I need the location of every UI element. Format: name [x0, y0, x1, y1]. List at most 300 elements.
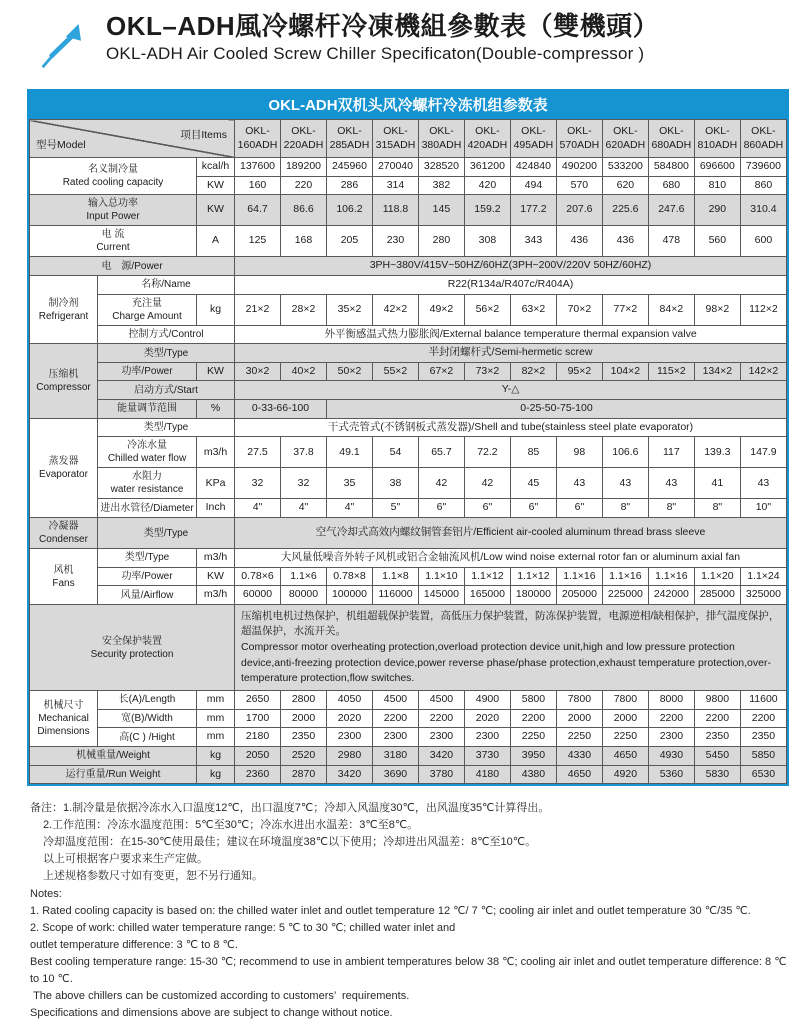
table-row: [30, 709, 787, 728]
spec-cell: 8": [694, 499, 740, 518]
spec-cell: 42×2: [372, 294, 418, 325]
spec-cell: 42: [418, 468, 464, 499]
spec-cell: Y-△: [235, 381, 787, 400]
table-row: [30, 468, 787, 499]
spec-cell: 65.7: [418, 437, 464, 468]
spec-cell: 436: [602, 226, 648, 257]
spec-cell: 1.1×16: [602, 567, 648, 586]
spec-cell: 4": [326, 499, 372, 518]
spec-cell: 8": [648, 499, 694, 518]
spec-cell: 7800: [556, 691, 602, 710]
spec-cell: 118.8: [372, 195, 418, 226]
spec-cell: 180000: [510, 586, 556, 605]
spec-cell: 361200: [464, 158, 510, 177]
spec-cell: 6530: [740, 765, 786, 784]
spec-cell: 2980: [326, 746, 372, 765]
spec-cell: 水阻力 water resistance: [98, 468, 197, 499]
spec-cell: 2250: [602, 728, 648, 747]
spec-cell: 310.4: [740, 195, 786, 226]
spec-table-wrap: [27, 89, 789, 786]
spec-cell: 95×2: [556, 362, 602, 381]
spec-cell: 314: [372, 176, 418, 195]
notes-en-label: Notes:: [30, 887, 62, 900]
spec-cell: 3180: [372, 746, 418, 765]
table-row: [30, 362, 787, 381]
spec-cell: KW: [197, 195, 235, 226]
spec-cell: 27.5: [235, 437, 281, 468]
spec-cell: 115×2: [648, 362, 694, 381]
spec-cell: 功率/Power: [98, 362, 197, 381]
spec-cell: 2650: [235, 691, 281, 710]
spec-cell: 2200: [510, 709, 556, 728]
spec-cell: 风量/Airflow: [98, 586, 197, 605]
spec-cell: 6": [418, 499, 464, 518]
table-row: [30, 381, 787, 400]
spec-cell: OKL- 680ADH: [648, 120, 694, 158]
spec-cell: 2350: [740, 728, 786, 747]
table-row: [30, 120, 787, 158]
spec-cell: 37.8: [281, 437, 327, 468]
note-line-en: The above chillers can be customized according to customers’ requirements.: [30, 989, 410, 1002]
note-line-zh: 冷却温度范围：在15-30℃使用最佳；建议在环境温度38℃以下使用；冷却进出风温差：8℃至10℃。: [43, 836, 537, 849]
spec-cell: OKL- 495ADH: [510, 120, 556, 158]
spec-cell: 11600: [740, 691, 786, 710]
spec-cell: 43: [556, 468, 602, 499]
spec-cell: 5360: [648, 765, 694, 784]
spec-cell: 1.1×12: [510, 567, 556, 586]
spec-cell: 41: [694, 468, 740, 499]
spec-cell: 能量调节范围: [98, 400, 197, 419]
table-row: [30, 275, 787, 294]
spec-cell: 2200: [740, 709, 786, 728]
spec-cell: 2200: [418, 709, 464, 728]
spec-cell: 8": [602, 499, 648, 518]
spec-cell: 82×2: [510, 362, 556, 381]
spec-cell: kg: [197, 294, 235, 325]
spec-cell: 142×2: [740, 362, 786, 381]
spec-cell: 4900: [464, 691, 510, 710]
spec-cell: 1.1×12: [464, 567, 510, 586]
spec-cell: 478: [648, 226, 694, 257]
spec-cell: 739600: [740, 158, 786, 177]
spec-cell: 4330: [556, 746, 602, 765]
spec-cell: 56×2: [464, 294, 510, 325]
spec-cell: 2300: [372, 728, 418, 747]
spec-cell: 207.6: [556, 195, 602, 226]
spec-cell: 1700: [235, 709, 281, 728]
corner-cell: 型号Model 项目Items: [30, 120, 235, 158]
spec-cell: 4380: [510, 765, 556, 784]
table-row: [30, 586, 787, 605]
spec-cell: m3/h: [197, 549, 235, 568]
spec-cell: 高(C ) /Hight: [98, 728, 197, 747]
spec-cell: 145: [418, 195, 464, 226]
spec-cell: 类型/Type: [98, 344, 235, 363]
spec-cell: 85: [510, 437, 556, 468]
note-line-zh: 以上可根据客户要求来生产定做。: [43, 853, 208, 866]
spec-cell: 620: [602, 176, 648, 195]
spec-cell: 2000: [281, 709, 327, 728]
spec-cell: 4930: [648, 746, 694, 765]
spec-cell: 半封闭螺杆式/Semi-hermetic screw: [235, 344, 787, 363]
spec-cell: 2300: [464, 728, 510, 747]
spec-cell: OKL- 620ADH: [602, 120, 648, 158]
spec-cell: OKL- 810ADH: [694, 120, 740, 158]
spec-cell: 106.2: [326, 195, 372, 226]
spec-cell: 32: [235, 468, 281, 499]
spec-cell: 49.1: [326, 437, 372, 468]
spec-cell: 104×2: [602, 362, 648, 381]
spec-cell: 7800: [602, 691, 648, 710]
spec-cell: 106.6: [602, 437, 648, 468]
spec-cell: kg: [197, 765, 235, 784]
spec-cell: 4180: [464, 765, 510, 784]
logo: [38, 20, 92, 73]
spec-cell: 电 流 Current: [30, 226, 197, 257]
spec-cell: 大风量低噪音外转子风机或铝合金轴流风机/Low wind noise external rotor fan or aluminum axial fan: [235, 549, 787, 568]
spec-cell: 进出水管径/Diameter: [98, 499, 197, 518]
spec-cell: 125: [235, 226, 281, 257]
spec-cell: 冷凝器 Condenser: [30, 518, 98, 549]
spec-cell: 73×2: [464, 362, 510, 381]
spec-cell: 5830: [694, 765, 740, 784]
spec-cell: KW: [197, 362, 235, 381]
spec-cell: 189200: [281, 158, 327, 177]
spec-cell: 4": [281, 499, 327, 518]
spec-table-body: [30, 120, 787, 784]
spec-cell: 533200: [602, 158, 648, 177]
spec-cell: 功率/Power: [98, 567, 197, 586]
spec-cell: 3780: [418, 765, 464, 784]
spec-cell: 2020: [326, 709, 372, 728]
spec-cell: mm: [197, 728, 235, 747]
spec-cell: 225000: [602, 586, 648, 605]
spec-cell: KPa: [197, 468, 235, 499]
spec-cell: 2360: [235, 765, 281, 784]
table-row: [30, 257, 787, 276]
spec-cell: 9800: [694, 691, 740, 710]
spec-cell: 42: [464, 468, 510, 499]
spec-cell: 343: [510, 226, 556, 257]
spec-cell: 2350: [281, 728, 327, 747]
spec-cell: 6": [556, 499, 602, 518]
spec-cell: 4500: [418, 691, 464, 710]
spec-cell: 2300: [326, 728, 372, 747]
spec-cell: 245960: [326, 158, 372, 177]
table-row: [30, 226, 787, 257]
spec-cell: 98×2: [694, 294, 740, 325]
spec-cell: R22(R134a/R407c/R404A): [235, 275, 787, 294]
spec-table: [29, 119, 787, 784]
spec-cell: 112×2: [740, 294, 786, 325]
spec-cell: 230: [372, 226, 418, 257]
spec-cell: 134×2: [694, 362, 740, 381]
spec-cell: 247.6: [648, 195, 694, 226]
spec-cell: 1.1×24: [740, 567, 786, 586]
note-line-en: Specifications and dimensions above are subject to change without notice.: [30, 1006, 393, 1019]
spec-cell: 308: [464, 226, 510, 257]
spec-cell: 风机 Fans: [30, 549, 98, 605]
spec-cell: 286: [326, 176, 372, 195]
spec-cell: m3/h: [197, 437, 235, 468]
spec-cell: 5800: [510, 691, 556, 710]
spec-cell: 285000: [694, 586, 740, 605]
spec-cell: 117: [648, 437, 694, 468]
spec-cell: 139.3: [694, 437, 740, 468]
spec-cell: OKL- 420ADH: [464, 120, 510, 158]
spec-cell: 45: [510, 468, 556, 499]
spec-cell: 43: [648, 468, 694, 499]
spec-cell: 蒸发器 Evaporator: [30, 418, 98, 517]
spec-cell: 2350: [694, 728, 740, 747]
spec-cell: 328520: [418, 158, 464, 177]
spec-cell: 4650: [602, 746, 648, 765]
table-row: [30, 604, 787, 690]
spec-cell: 38: [372, 468, 418, 499]
page-header: [0, 0, 790, 73]
spec-cell: A: [197, 226, 235, 257]
spec-cell: 584800: [648, 158, 694, 177]
spec-cell: 50×2: [326, 362, 372, 381]
spec-cell: 382: [418, 176, 464, 195]
spec-cell: 外平衡感温式热力膨胀阀/External balance temperature thermal expansion valve: [235, 325, 787, 344]
spec-cell: 压缩机 Compressor: [30, 344, 98, 419]
spec-cell: 570: [556, 176, 602, 195]
spec-cell: 2200: [694, 709, 740, 728]
notes-zh-block: [30, 800, 790, 885]
spec-cell: 205000: [556, 586, 602, 605]
spec-cell: 2050: [235, 746, 281, 765]
spec-cell: 2800: [281, 691, 327, 710]
spec-cell: OKL- 285ADH: [326, 120, 372, 158]
spec-cell: 3690: [372, 765, 418, 784]
table-row: [30, 437, 787, 468]
spec-cell: 1.1×10: [418, 567, 464, 586]
spec-cell: 1.1×20: [694, 567, 740, 586]
table-row: [30, 344, 787, 363]
spec-cell: 696600: [694, 158, 740, 177]
spec-cell: 168: [281, 226, 327, 257]
spec-cell: 4050: [326, 691, 372, 710]
table-row: [30, 691, 787, 710]
spec-cell: kg: [197, 746, 235, 765]
spec-cell: 242000: [648, 586, 694, 605]
page-subtitle: OKL-ADH Air Cooled Screw Chiller Specificaton(Double-compressor ): [106, 43, 645, 63]
spec-cell: 1.1×16: [648, 567, 694, 586]
spec-cell: 86.6: [281, 195, 327, 226]
spec-cell: 159.2: [464, 195, 510, 226]
notes-en-block: [30, 903, 790, 1022]
spec-cell: 325000: [740, 586, 786, 605]
spec-cell: 控制方式/Control: [98, 325, 235, 344]
spec-cell: 290: [694, 195, 740, 226]
spec-cell: 49×2: [418, 294, 464, 325]
note-line-zh: 上述规格参数尺寸如有变更，恕不另行通知。: [43, 870, 263, 883]
spec-cell: 0-25-50-75-100: [326, 400, 786, 419]
spec-cell: 116000: [372, 586, 418, 605]
table-title: OKL-ADH双机头风冷螺杆冷冻机组参数表: [29, 91, 787, 119]
spec-cell: 电 源/Power: [30, 257, 235, 276]
page-title: OKL–ADH風冷螺杆冷凍機組參數表（雙機頭）: [106, 11, 660, 41]
spec-cell: 64.7: [235, 195, 281, 226]
spec-cell: 60000: [235, 586, 281, 605]
spec-cell: 177.2: [510, 195, 556, 226]
spec-cell: 35: [326, 468, 372, 499]
spec-cell: 2200: [372, 709, 418, 728]
spec-cell: 1.1×8: [372, 567, 418, 586]
spec-cell: Inch: [197, 499, 235, 518]
spec-cell: 35×2: [326, 294, 372, 325]
spec-cell: 6": [464, 499, 510, 518]
spec-cell: KW: [197, 176, 235, 195]
spec-cell: 充注量 Charge Amount: [98, 294, 197, 325]
spec-cell: 2000: [556, 709, 602, 728]
spec-cell: 147.9: [740, 437, 786, 468]
spec-cell: 0.78×6: [235, 567, 281, 586]
table-row: [30, 195, 787, 226]
note-line-en: 1. Rated cooling capacity is based on: the chilled water inlet and outlet temperature 12 ℃/ 7 ℃; cooling air inlet and outlet temperature 30 ℃/35 ℃.: [30, 904, 751, 917]
spec-cell: kcal/h: [197, 158, 235, 177]
spec-cell: 类型/Type: [98, 549, 197, 568]
note-line-en: Best cooling temperature range: 15-30 ℃; recommend to use in ambient temperatures below 38 ℃; cooling air inlet and outlet temperature difference: 8 ℃ to 10 ℃.: [30, 955, 790, 985]
spec-cell: OKL- 220ADH: [281, 120, 327, 158]
note-line-zh: 2.工作范围：冷冻水温度范围：5℃至30℃；冷冻水进出水温差：3℃至8℃。: [43, 819, 419, 832]
spec-cell: 机械尺寸 Mechanical Dimensions: [30, 691, 98, 747]
spec-cell: 机械重量/Weight: [30, 746, 197, 765]
spec-cell: 2020: [464, 709, 510, 728]
spec-cell: 3950: [510, 746, 556, 765]
spec-cell: 4650: [556, 765, 602, 784]
spec-cell: 28×2: [281, 294, 327, 325]
spec-cell: 4500: [372, 691, 418, 710]
spec-cell: 5850: [740, 746, 786, 765]
spec-cell: OKL- 315ADH: [372, 120, 418, 158]
note-line-en: 2. Scope of work: chilled water temperature range: 5 ℃ to 30 ℃; chilled water inlet and: [30, 921, 456, 934]
spec-cell: KW: [197, 567, 235, 586]
spec-cell: 0.78×8: [326, 567, 372, 586]
spec-cell: 5": [372, 499, 418, 518]
spec-cell: 205: [326, 226, 372, 257]
spec-cell: 3420: [418, 746, 464, 765]
notes-section: [30, 800, 790, 1022]
spec-cell: 63×2: [510, 294, 556, 325]
spec-cell: 860: [740, 176, 786, 195]
arrow-up-right-icon: [38, 20, 92, 68]
spec-cell: 干式壳管式(不锈钢板式蒸发器)/Shell and tube(stainless steel plate evaporator): [235, 418, 787, 437]
spec-cell: 137600: [235, 158, 281, 177]
table-row: [30, 294, 787, 325]
spec-cell: 4": [235, 499, 281, 518]
spec-cell: 0-33-66-100: [235, 400, 327, 419]
spec-cell: 490200: [556, 158, 602, 177]
spec-cell: 名称/Name: [98, 275, 235, 294]
spec-cell: 77×2: [602, 294, 648, 325]
spec-cell: 225.6: [602, 195, 648, 226]
note-line-zh: 备注：1.制冷量是依据冷冻水入口温度12℃，出口温度7℃；冷却入风温度30℃，出风温度35℃计算得出。: [30, 802, 550, 815]
spec-cell: 2180: [235, 728, 281, 747]
spec-cell: 40×2: [281, 362, 327, 381]
table-row: [30, 549, 787, 568]
spec-cell: 类型/Type: [98, 518, 235, 549]
spec-cell: 32: [281, 468, 327, 499]
spec-cell: OKL- 160ADH: [235, 120, 281, 158]
spec-cell: 70×2: [556, 294, 602, 325]
spec-cell: 4920: [602, 765, 648, 784]
spec-cell: 43: [602, 468, 648, 499]
spec-cell: 30×2: [235, 362, 281, 381]
spec-cell: 制冷剂 Refrigerant: [30, 275, 98, 343]
table-row: [30, 499, 787, 518]
spec-cell: 54: [372, 437, 418, 468]
spec-cell: 145000: [418, 586, 464, 605]
spec-cell: 84×2: [648, 294, 694, 325]
table-row: [30, 746, 787, 765]
spec-cell: 21×2: [235, 294, 281, 325]
spec-cell: 运行重量/Run Weight: [30, 765, 197, 784]
spec-cell: 98: [556, 437, 602, 468]
spec-cell: 名义制冷量 Rated cooling capacity: [30, 158, 197, 195]
spec-cell: 280: [418, 226, 464, 257]
spec-cell: 3PH~380V/415V~50HZ/60HZ(3PH~200V/220V 50HZ/60HZ): [235, 257, 787, 276]
table-row: [30, 518, 787, 549]
spec-cell: %: [197, 400, 235, 419]
spec-cell: 220: [281, 176, 327, 195]
spec-cell: 2520: [281, 746, 327, 765]
spec-cell: 3730: [464, 746, 510, 765]
spec-cell: 67×2: [418, 362, 464, 381]
spec-cell: 长(A)/Length: [98, 691, 197, 710]
spec-cell: mm: [197, 691, 235, 710]
spec-cell: 压缩机电机过热保护，机组超载保护装置，高低压力保护装置，防冻保护装置，电源逆相/缺相保护，排气温度保护，超温保护，水流开关。 Compressor motor overheating protection,overload protection device unit,high and low pressure protection device,anti-freezing protection device,power reverse phase/phase protection,exhaust temperature protection,over-temperature protection,flow switches.: [235, 604, 787, 690]
table-row: [30, 567, 787, 586]
spec-cell: 3420: [326, 765, 372, 784]
spec-cell: 2250: [556, 728, 602, 747]
spec-cell: 10": [740, 499, 786, 518]
spec-cell: 宽(B)/Width: [98, 709, 197, 728]
spec-cell: 80000: [281, 586, 327, 605]
spec-cell: 72.2: [464, 437, 510, 468]
spec-cell: 560: [694, 226, 740, 257]
table-row: [30, 400, 787, 419]
spec-cell: 2300: [648, 728, 694, 747]
table-row: [30, 765, 787, 784]
spec-cell: 空气冷却式高效内螺纹铜管套铝片/Efficient air-cooled aluminum thread brass sleeve: [235, 518, 787, 549]
table-row: [30, 325, 787, 344]
spec-cell: 55×2: [372, 362, 418, 381]
table-row: [30, 418, 787, 437]
spec-cell: 输入总功率 Input Power: [30, 195, 197, 226]
note-line-en: outlet temperature difference: 3 ℃ to 8 ℃.: [30, 938, 238, 951]
spec-cell: 5450: [694, 746, 740, 765]
spec-cell: 6": [510, 499, 556, 518]
spec-cell: 436: [556, 226, 602, 257]
spec-cell: 2300: [418, 728, 464, 747]
spec-cell: 810: [694, 176, 740, 195]
spec-cell: 424840: [510, 158, 556, 177]
spec-cell: OKL- 380ADH: [418, 120, 464, 158]
spec-cell: OKL- 570ADH: [556, 120, 602, 158]
table-row: [30, 728, 787, 747]
spec-cell: 冷冻水量 Chilled water flow: [98, 437, 197, 468]
spec-cell: 600: [740, 226, 786, 257]
table-row: [30, 158, 787, 177]
spec-cell: m3/h: [197, 586, 235, 605]
spec-cell: 420: [464, 176, 510, 195]
spec-cell: OKL- 860ADH: [740, 120, 786, 158]
spec-cell: 2000: [602, 709, 648, 728]
spec-cell: 160: [235, 176, 281, 195]
spec-cell: 165000: [464, 586, 510, 605]
